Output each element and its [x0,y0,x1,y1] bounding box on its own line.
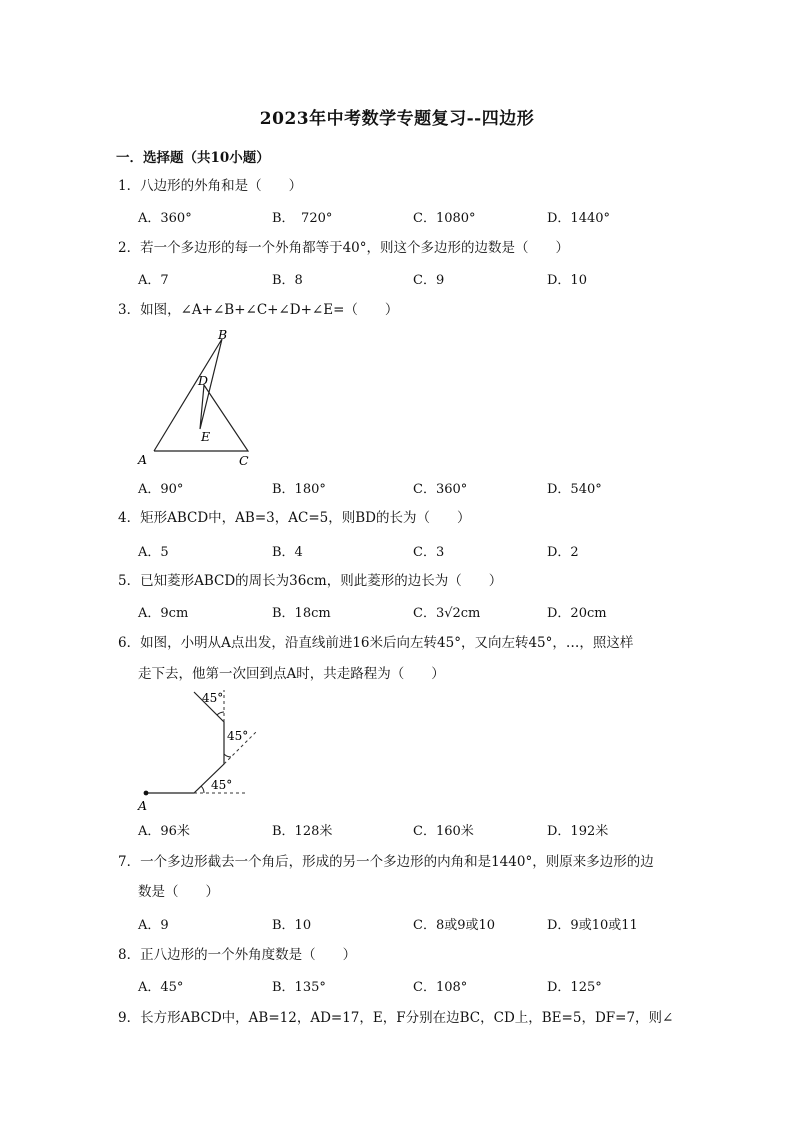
question-text: 若一个多边形的每一个外角都等于40°，则这个多边形的边数是（ ） [140,240,570,256]
question-number: 4． [118,510,141,526]
question-3 [118,300,398,320]
angle-label: 45° [202,691,224,705]
angle-arc [224,754,231,757]
option-a[interactable]: A．9cm [138,606,189,621]
option-b[interactable]: B．4 [272,545,303,560]
option-b[interactable]: B． 720° [272,211,333,226]
question-7-line2: 数是（ ） [138,884,219,900]
option-b[interactable]: B．180° [272,482,326,497]
label-a: A [138,452,148,467]
question-number: 8． [118,947,141,963]
options-6 [138,820,698,840]
question-6 [118,633,633,653]
option-c[interactable]: C．360° [413,482,468,497]
angle-arc [201,786,204,793]
option-d[interactable]: D．540° [547,482,602,497]
label-d: D [198,373,209,388]
question-number: 2． [118,240,141,256]
question-7 [118,852,654,872]
label-b: B [218,327,228,342]
question-text: 正八边形的一个外角度数是（ ） [140,947,357,963]
question-text: 如图，小明从A点出发，沿直线前进16米后向左转45°，又向左转45°，…，照这样 [140,635,634,651]
question-text: 矩形ABCD中，AB=3，AC=5，则BD的长为（ ） [140,510,471,526]
label-a: A [138,798,148,813]
option-b[interactable]: B．18cm [272,606,331,621]
option-a[interactable]: A．90° [138,482,184,497]
star-figure [134,325,264,470]
option-a[interactable]: A．96米 [138,824,190,839]
question-4 [118,508,470,528]
option-d[interactable]: D．192米 [547,824,609,839]
option-c[interactable]: C．160米 [413,824,474,839]
angle-label: 45° [227,729,249,743]
path-figure [134,686,274,814]
section-heading: 一．选择题（共10小题） [116,150,270,166]
question-text: 一个多边形截去一个角后，形成的另一个多边形的内角和是1440°，则原来多边形的边 [140,854,654,870]
question-text: 长方形ABCD中，AB=12，AD=17，E，F分别在边BC，CD上，BE=5，DF=7，则∠ [140,1010,674,1026]
angle-arc [217,712,224,715]
question-number: 6． [118,635,141,651]
option-d[interactable]: D．1440° [547,211,611,226]
option-d[interactable]: D．20cm [547,606,607,621]
option-c[interactable]: C．108° [413,980,468,995]
option-c[interactable]: C．1080° [413,211,476,226]
options-5 [138,602,698,622]
question-2 [118,238,569,258]
question-5 [118,571,502,591]
option-b[interactable]: B．10 [272,918,312,933]
options-2 [138,269,698,289]
option-c[interactable]: C．3√2cm [413,606,481,621]
option-b[interactable]: B．128米 [272,824,333,839]
option-c[interactable]: C．8或9或10 [413,918,496,933]
options-3 [138,478,698,498]
option-c[interactable]: C．3 [413,545,445,560]
options-7 [138,914,698,934]
question-text: 已知菱形ABCD的周长为36cm，则此菱形的边长为（ ） [140,573,503,589]
question-1 [118,176,302,196]
question-number: 3． [118,302,141,318]
option-d[interactable]: D．2 [547,545,579,560]
option-b[interactable]: B．135° [272,980,326,995]
page-title: 2023年中考数学专题复习--四边形 [259,109,535,129]
option-b[interactable]: B．8 [272,273,303,288]
label-e: E [201,429,211,444]
options-8 [138,976,698,996]
option-d[interactable]: D．10 [547,273,587,288]
angle-label: 45° [211,778,233,792]
option-a[interactable]: A．7 [138,273,169,288]
options-1 [138,207,698,227]
options-4 [138,541,698,561]
option-a[interactable]: A．360° [138,211,192,226]
question-text: 如图，∠A+∠B+∠C+∠D+∠E=（ ） [140,302,399,318]
option-c[interactable]: C．9 [413,273,445,288]
question-6-line2: 走下去，他第一次回到点A时，共走路程为（ ） [138,666,445,682]
option-d[interactable]: D．9或10或11 [547,918,638,933]
question-number: 5． [118,573,141,589]
option-a[interactable]: A．5 [138,545,169,560]
question-8 [118,945,356,965]
question-number: 7． [118,854,141,870]
option-a[interactable]: A．9 [138,918,169,933]
question-text: 八边形的外角和是（ ） [140,178,303,194]
question-number: 9． [118,1010,141,1026]
start-point [144,791,149,796]
option-a[interactable]: A．45° [138,980,184,995]
option-d[interactable]: D．125° [547,980,602,995]
question-number: 1． [118,178,141,194]
label-c: C [239,453,249,468]
question-9 [118,1008,673,1028]
